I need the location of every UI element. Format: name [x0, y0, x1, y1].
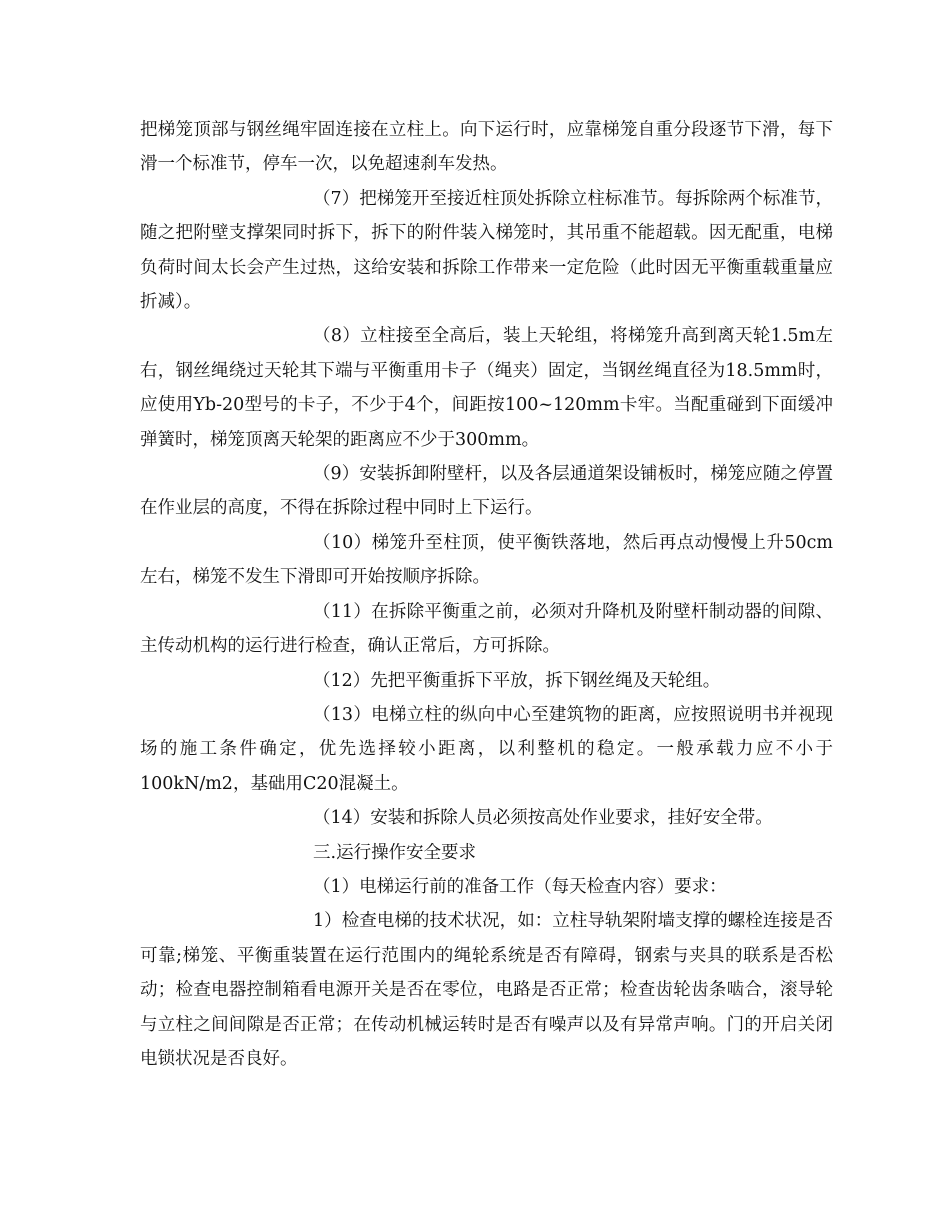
paragraph-item-8: （8）立柱接至全高后，装上天轮组，将梯笼升高到离天轮1.5m左右，钢丝绳绕过天轮其下端与平衡重用卡子（绳夹）固定，当钢丝绳直径为18.5mm时，应使用Yb-20型号的卡子，不少于4个，间距按100~120mm卡牢。当配重碰到下面缓冲弹簧时，梯笼顶离天轮架的距离应不少于300mm。 [140, 326, 833, 450]
paragraph-item-13: （13）电梯立柱的纵向中心至建筑物的距离，应按照说明书并视现场的施工条件确定，优先选择较小距离，以利整机的稳定。一般承载力应不小于100kN/m2，基础用C20混凝土。 [140, 704, 833, 794]
paragraph-item-11: （11）在拆除平衡重之前，必须对升降机及附壁杆制动器的间隙、主传动机构的运行进行检查，确认正常后，方可拆除。 [140, 601, 833, 657]
paragraph-subitem-1: （1）电梯运行前的准备工作（每天检查内容）要求： [313, 876, 727, 897]
paragraph-item-10: （10）梯笼升至柱顶，使平衡铁落地，然后再点动慢慢上升50cm左右，梯笼不发生下滑即可开始按顺序拆除。 [140, 532, 833, 588]
document-body [140, 113, 833, 1076]
paragraph-item-14: （14）安装和拆除人员必须按高处作业要求，挂好安全带。 [313, 808, 773, 829]
paragraph-continuation: 把梯笼顶部与钢丝绳牢固连接在立柱上。向下运行时，应靠梯笼自重分段逐节下滑，每下滑一个标准节，停车一次，以免超速刹车发热。 [140, 120, 833, 175]
paragraph-subsubitem-1: 1）检查电梯的技术状况，如：立柱导轨架附墙支撑的螺栓连接是否可靠;梯笼、平衡重装置在运行范围内的绳轮系统是否有障碍，钢索与夹具的联系是否松动；检查电器控制箱看电源开关是否在零位，电路是否正常；检查齿轮齿条啮合，滚导轮与立柱之间间隙是否正常；在传动机械运转时是否有噪声以及有异常声响。门的开启关闭电锁状况是否良好。 [140, 911, 833, 1069]
section-heading-3: 三.运行操作安全要求 [313, 842, 477, 863]
paragraph-item-7: （7）把梯笼开至接近柱顶处拆除立柱标准节。每拆除两个标准节，随之把附壁支撑架同时拆下，拆下的附件装入梯笼时，其吊重不能超载。因无配重，电梯负荷时间太长会产生过热，这给安装和拆除工作带来一定危险（此时因无平衡重载重量应折减）。 [140, 188, 833, 313]
paragraph-item-9: （9）安装拆卸附壁杆，以及各层通道架设铺板时，梯笼应随之停置在作业层的高度，不得在拆除过程中同时上下运行。 [140, 464, 833, 519]
paragraph-item-12: （12）先把平衡重拆下平放，拆下钢丝绳及天轮组。 [313, 670, 721, 691]
